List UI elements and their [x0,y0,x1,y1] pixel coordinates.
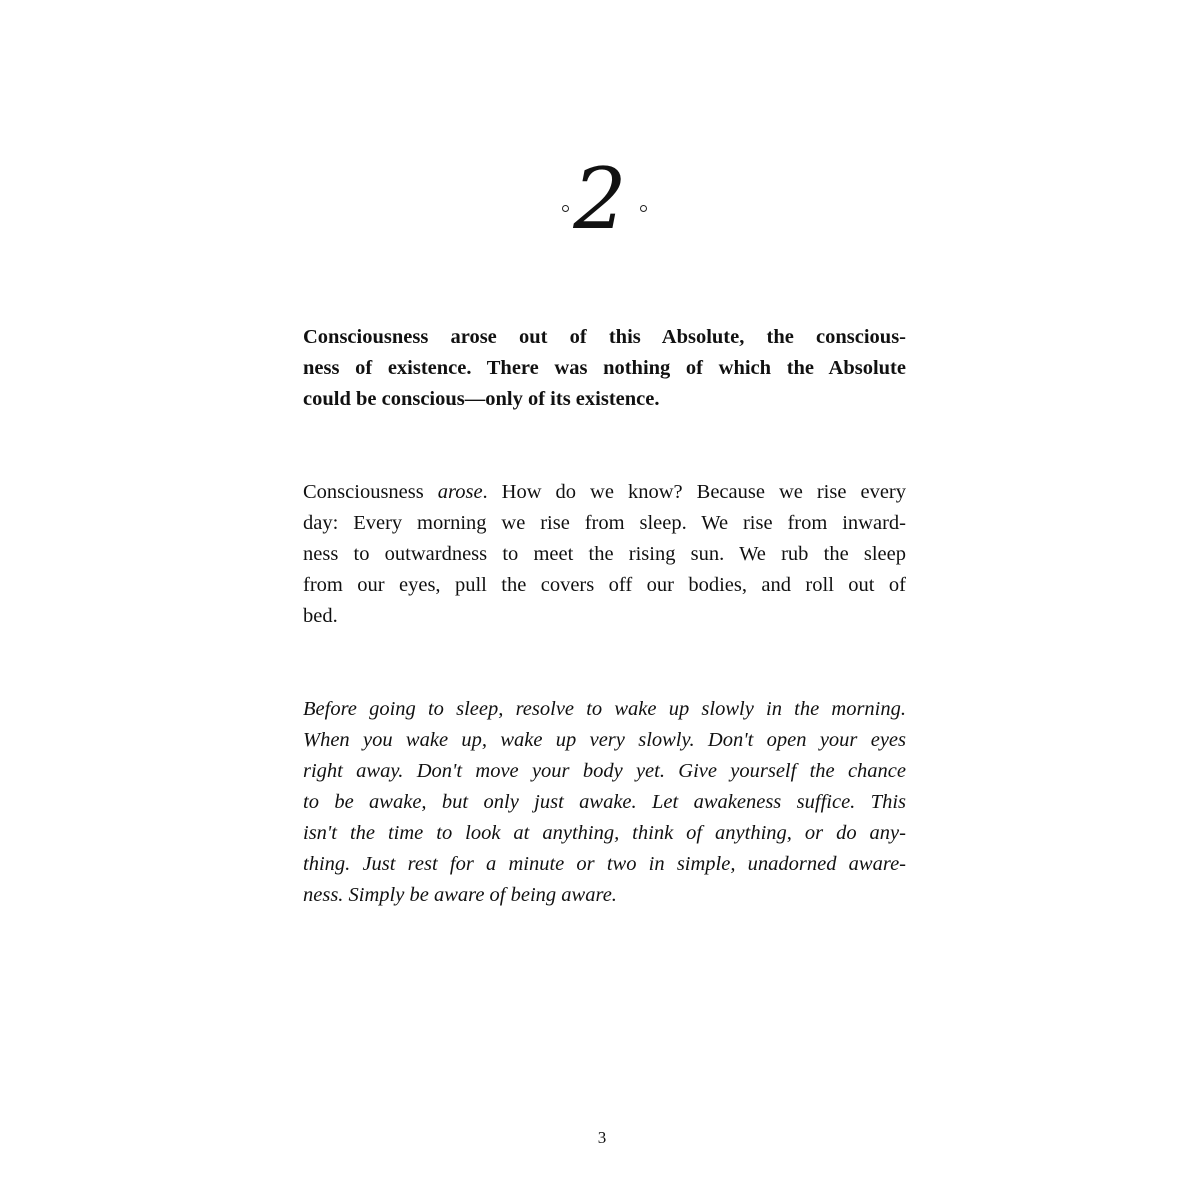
text-line: thing. Just rest for a minute or two in simple, unadorned aware- [303,853,906,875]
practice-paragraph [303,694,906,911]
text-line: ness of existence. There was nothing of which the Absolute [303,357,906,379]
text-line: When you wake up, wake up very slowly. Don't open your eyes [303,729,906,751]
text-run: Consciousness [303,481,438,503]
text-line: ness to outwardness to meet the rising sun. We rub the sleep [303,543,906,565]
page-number: 3 [597,1128,607,1147]
chapter-number: 2 [573,150,627,248]
intro-paragraph [303,322,906,415]
text-line: isn't the time to look at anything, think of anything, or do any- [303,822,906,844]
text-run: . How do we know? Because we rise every [482,481,906,503]
ornament-dot-right [640,205,647,212]
text-line: could be conscious—only of its existence. [303,388,660,410]
text-line: Consciousness arose out of this Absolute, the conscious- [303,326,906,348]
text-line: Before going to sleep, resolve to wake up slowly in the morning. [303,698,906,720]
chapter-number-ornament [550,150,650,250]
emphasis-text: arose [437,481,483,503]
text-line: bed. [303,605,338,627]
text-line: from our eyes, pull the covers off our bodies, and roll out of [303,574,906,596]
text-line [303,477,906,508]
body-paragraph [303,477,906,632]
text-line: ness. Simply be aware of being aware. [303,884,617,906]
text-line: to be awake, but only just awake. Let awakeness suffice. This [303,791,906,813]
text-line: day: Every morning we rise from sleep. We rise from inward- [303,512,906,534]
text-line: right away. Don't move your body yet. Give yourself the chance [303,760,906,782]
